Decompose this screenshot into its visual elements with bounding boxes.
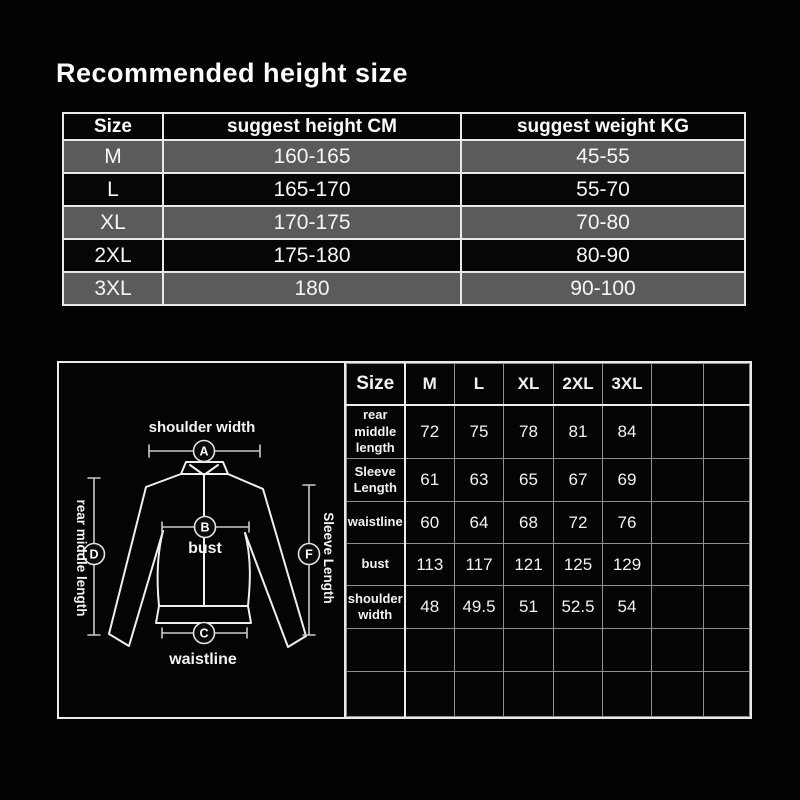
table-row	[347, 586, 750, 629]
empty-cell	[652, 672, 704, 717]
size-col-header: XL	[504, 364, 554, 405]
empty-cell	[652, 459, 704, 502]
height-cell: 180	[163, 272, 461, 305]
value-cell: 121	[504, 544, 554, 586]
table-row	[63, 173, 745, 206]
value-cell: 67	[554, 459, 603, 502]
marker-c-icon	[194, 623, 215, 644]
empty-cell	[704, 459, 750, 502]
value-cell: 65	[504, 459, 554, 502]
value-cell: 63	[455, 459, 504, 502]
row-label: waistline	[347, 502, 405, 544]
shoulder-width-label: shoulder width	[148, 419, 256, 436]
value-cell: 125	[554, 544, 603, 586]
value-cell: 51	[504, 586, 554, 629]
value-cell: 48	[405, 586, 455, 629]
height-cell: 160-165	[163, 140, 461, 173]
empty-cell	[652, 502, 704, 544]
marker-f-icon	[299, 544, 320, 565]
value-cell: 61	[405, 459, 455, 502]
marker-a-icon	[194, 441, 215, 462]
svg-text:F: F	[305, 547, 313, 562]
empty-cell	[704, 672, 750, 717]
measurement-table-panel	[346, 363, 750, 717]
svg-text:C: C	[199, 626, 209, 641]
size-col-header: 3XL	[603, 364, 652, 405]
empty-cell	[405, 629, 455, 672]
empty-cell	[504, 629, 554, 672]
corner-header-size: Size	[347, 364, 405, 405]
empty-cell	[704, 586, 750, 629]
sleeve-length-label: Sleeve Length	[321, 512, 336, 604]
measurement-table	[346, 363, 750, 717]
size-cell: 3XL	[63, 272, 163, 305]
empty-cell	[504, 672, 554, 717]
row-label: rear middle length	[347, 405, 405, 459]
height-cell: 165-170	[163, 173, 461, 206]
value-cell: 113	[405, 544, 455, 586]
empty-cell	[554, 629, 603, 672]
empty-header-cell	[652, 364, 704, 405]
size-cell: XL	[63, 206, 163, 239]
col-header-height: suggest height CM	[163, 113, 461, 140]
page-title: Recommended height size	[56, 58, 409, 88]
empty-cell	[455, 672, 504, 717]
empty-cell	[603, 629, 652, 672]
value-cell: 52.5	[554, 586, 603, 629]
table-row	[63, 140, 745, 173]
value-cell: 117	[455, 544, 504, 586]
value-cell: 75	[455, 405, 504, 459]
value-cell: 72	[405, 405, 455, 459]
svg-text:B: B	[200, 520, 210, 535]
value-cell: 84	[603, 405, 652, 459]
jacket-diagram	[59, 363, 346, 717]
size-col-header: L	[455, 364, 504, 405]
table-row	[347, 502, 750, 544]
empty-cell	[652, 544, 704, 586]
empty-cell	[603, 672, 652, 717]
empty-cell	[347, 629, 405, 672]
table-row	[63, 239, 745, 272]
value-cell: 54	[603, 586, 652, 629]
value-cell: 129	[603, 544, 652, 586]
height-cell: 175-180	[163, 239, 461, 272]
weight-cell: 45-55	[461, 140, 745, 173]
svg-text:D: D	[89, 547, 99, 562]
empty-table-row	[347, 672, 750, 717]
height-weight-table	[62, 112, 746, 306]
empty-cell	[704, 544, 750, 586]
value-cell: 60	[405, 502, 455, 544]
col-header-size: Size	[63, 113, 163, 140]
size-cell: M	[63, 140, 163, 173]
size-cell: L	[63, 173, 163, 206]
table-row	[347, 544, 750, 586]
height-cell: 170-175	[163, 206, 461, 239]
waistline-label: waistline	[169, 651, 237, 668]
value-cell: 49.5	[455, 586, 504, 629]
empty-cell	[554, 672, 603, 717]
row-label: Sleeve Length	[347, 459, 405, 502]
marker-b-icon	[195, 517, 216, 538]
empty-cell	[652, 586, 704, 629]
rear-middle-length-label: rear middle length	[74, 499, 89, 617]
empty-header-cell	[704, 364, 750, 405]
value-cell: 72	[554, 502, 603, 544]
table-row	[63, 272, 745, 305]
table-row	[347, 459, 750, 502]
value-cell: 64	[455, 502, 504, 544]
empty-table-row	[347, 629, 750, 672]
table-header-row	[63, 113, 745, 140]
col-header-weight: suggest weight KG	[461, 113, 745, 140]
jacket-diagram-svg	[59, 363, 344, 717]
weight-cell: 55-70	[461, 173, 745, 206]
row-label: shoulder width	[347, 586, 405, 629]
empty-cell	[704, 405, 750, 459]
size-col-header: M	[405, 364, 455, 405]
measurement-block	[57, 361, 752, 719]
size-col-header: 2XL	[554, 364, 603, 405]
empty-cell	[347, 672, 405, 717]
size-cell: 2XL	[63, 239, 163, 272]
empty-cell	[405, 672, 455, 717]
table-row	[63, 206, 745, 239]
table-row	[347, 405, 750, 459]
weight-cell: 70-80	[461, 206, 745, 239]
empty-cell	[704, 502, 750, 544]
table-header-row	[347, 364, 750, 405]
row-label: bust	[347, 544, 405, 586]
weight-cell: 80-90	[461, 239, 745, 272]
value-cell: 81	[554, 405, 603, 459]
empty-cell	[652, 629, 704, 672]
bust-label: bust	[188, 540, 222, 557]
empty-cell	[652, 405, 704, 459]
weight-cell: 90-100	[461, 272, 745, 305]
value-cell: 68	[504, 502, 554, 544]
empty-cell	[704, 629, 750, 672]
value-cell: 76	[603, 502, 652, 544]
svg-text:A: A	[199, 444, 209, 459]
empty-cell	[455, 629, 504, 672]
value-cell: 69	[603, 459, 652, 502]
value-cell: 78	[504, 405, 554, 459]
